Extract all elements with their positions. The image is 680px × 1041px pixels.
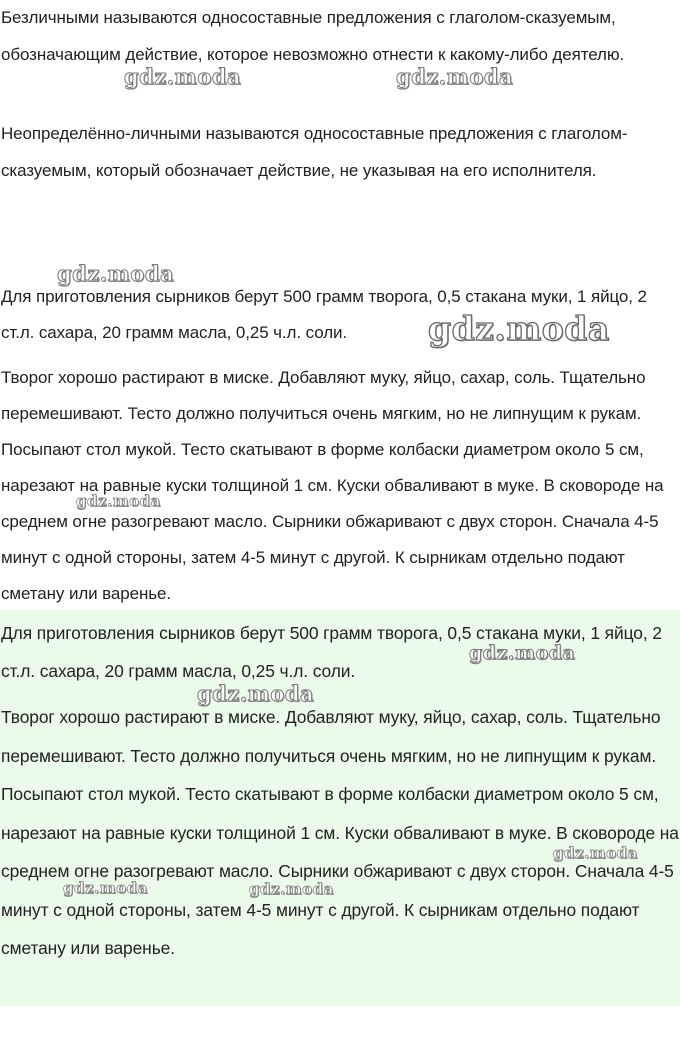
watermark: gdz.moda <box>197 681 315 706</box>
watermark: gdz.moda <box>553 844 638 862</box>
watermark: gdz.moda <box>76 492 161 510</box>
highlighted-recipe-ingredients: Для приготовления сырников берут 500 грамм творога, 0,5 стакана муки, 1 яйцо, 2 ст.л. сахара, 20 грамм масла, 0,25 ч.л. соли. <box>1 623 662 681</box>
paragraph-impersonal-definition: Безличными называются односоставные предложения с глаголом-сказуемым, обозначающим действие, которое невозможно отнести к какому-либо деятелю. <box>1 8 625 64</box>
paragraph-recipe-steps: Творог хорошо растирают в миске. Добавляют муку, яйцо, сахар, соль. Тщательно перемешивают. Тесто должно получиться очень мягким, но не липнущим к рукам. Посыпают стол мукой. Тесто скатывают в форме колбаски диаметром около 5 см, нарезают на равные куски толщиной 1 см. Куски обваливают в муке. В сковороде на среднем огне разогревают масло. Сырники обжаривают с двух сторон. Сначала 4-5 минут с одной стороны, затем 4-5 минут с другой. К сырникам отдельно подают сметану или варенье. <box>1 368 664 603</box>
watermark: gdz.moda <box>57 261 175 286</box>
watermark: gdz.moda <box>249 880 334 898</box>
paragraph-indefinite-personal-definition: Неопределённо-личными называются односоставные предложения с глаголом-сказуемым, который обозначает действие, не указывая на его исполнителя. <box>1 124 628 180</box>
watermark: gdz.moda <box>63 879 148 897</box>
highlighted-recipe-steps: Творог хорошо растирают в миске. Добавляют муку, яйцо, сахар, соль. Тщательно перемешивают. Тесто должно получиться очень мягким, но не липнущим к рукам. Посыпают стол мукой. Тесто скатывают в форме колбаски диаметром около 5 см, нарезают на равные куски толщиной 1 см. Куски обваливают в муке. В сковороде на среднем огне разогревают масло. Сырники обжаривают с двух сторон. Сначала 4-5 минут с одной стороны, затем 4-5 минут с другой. К сырникам отдельно подают сметану или варенье. <box>1 707 679 958</box>
watermark: gdz.moda <box>469 642 576 664</box>
watermark: gdz.moda <box>396 64 514 89</box>
watermark: gdz.moda <box>428 309 610 348</box>
paragraph-recipe-ingredients: Для приготовления сырников берут 500 грамм творога, 0,5 стакана муки, 1 яйцо, 2 ст.л. сахара, 20 грамм масла, 0,25 ч.л. соли. <box>1 287 647 342</box>
watermark: gdz.moda <box>124 64 242 89</box>
